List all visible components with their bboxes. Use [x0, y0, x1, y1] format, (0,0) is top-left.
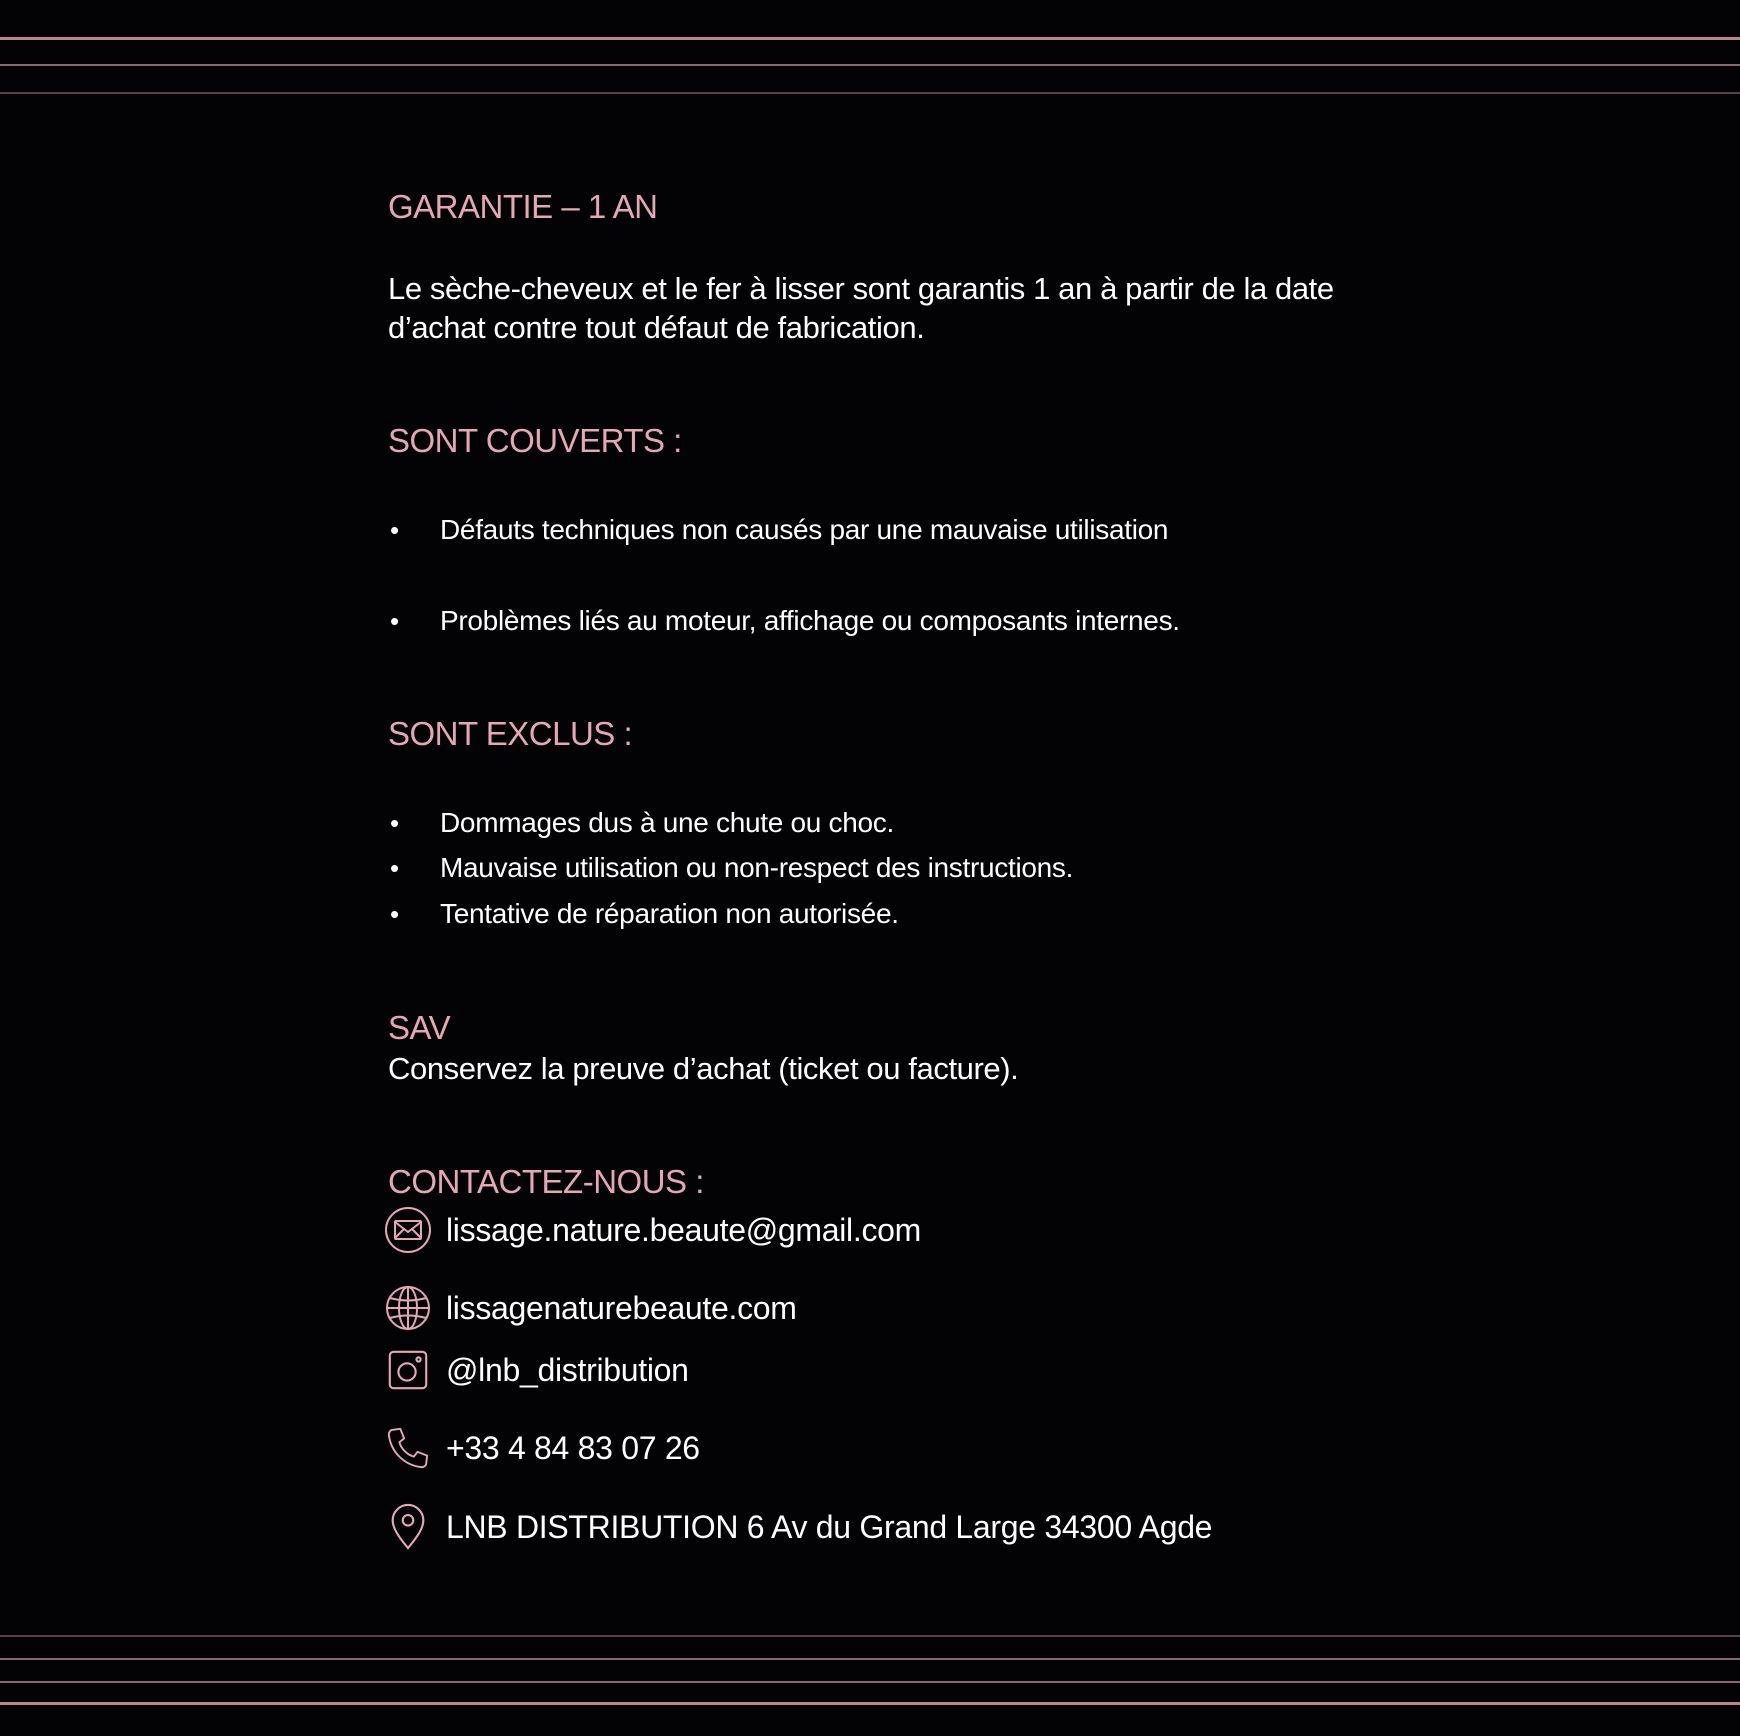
contact-email-text[interactable]: lissage.nature.beaute@gmail.com — [446, 1211, 921, 1248]
bottom-rule-3 — [0, 1681, 1740, 1683]
excluded-list-item — [388, 848, 1073, 888]
bullet-icon: • — [390, 808, 400, 838]
excluded-item-text: Mauvaise utilisation ou non-respect des instructions. — [440, 852, 1074, 883]
contact-phone[interactable] — [383, 1422, 700, 1474]
mail-icon — [383, 1205, 433, 1255]
excluded-heading: SONT EXCLUS : — [388, 715, 633, 752]
contact-website-text[interactable]: lissagenaturebeaute.com — [446, 1289, 797, 1326]
bullet-icon: • — [390, 853, 400, 883]
warranty-heading: GARANTIE – 1 AN — [388, 188, 658, 225]
bottom-rule-2 — [0, 1658, 1740, 1660]
excluded-item-text: Tentative de réparation non autorisée. — [440, 898, 899, 929]
sav-body: Conservez la preuve d’achat (ticket ou facture). — [388, 1051, 1019, 1086]
contact-instagram[interactable] — [383, 1344, 689, 1396]
covered-item-text: Problèmes liés au moteur, affichage ou composants internes. — [440, 605, 1180, 636]
bullet-icon: • — [390, 515, 400, 545]
contact-phone-text[interactable]: +33 4 84 83 07 26 — [446, 1429, 700, 1466]
location-pin-icon — [383, 1502, 433, 1552]
contact-instagram-text[interactable]: @lnb_distribution — [446, 1351, 689, 1388]
covered-list-item — [388, 601, 1180, 641]
contact-address-text: LNB DISTRIBUTION 6 Av du Grand Large 34300 Agde — [446, 1508, 1213, 1545]
bullet-icon: • — [390, 606, 400, 636]
covered-heading: SONT COUVERTS : — [388, 422, 682, 459]
top-rule-1 — [0, 37, 1740, 40]
bottom-rule-4 — [0, 1702, 1740, 1705]
contact-address[interactable] — [383, 1501, 1212, 1553]
contact-email[interactable] — [383, 1204, 921, 1256]
phone-icon — [383, 1423, 433, 1473]
warranty-body-line-1: Le sèche-cheveux et le fer à lisser sont garantis 1 an à partir de la date — [388, 271, 1334, 306]
top-rule-2 — [0, 64, 1740, 66]
covered-item-text: Défauts techniques non causés par une mauvaise utilisation — [440, 514, 1169, 545]
excluded-list-item — [388, 803, 894, 843]
excluded-item-text: Dommages dus à une chute ou choc. — [440, 807, 894, 838]
top-rule-3 — [0, 92, 1740, 94]
bottom-rule-1 — [0, 1635, 1740, 1637]
instagram-icon — [383, 1345, 433, 1395]
warranty-body-line-2: d’achat contre tout défaut de fabrication. — [388, 310, 925, 345]
globe-icon — [383, 1283, 433, 1333]
bullet-icon: • — [390, 899, 400, 929]
contact-heading: CONTACTEZ-NOUS : — [388, 1163, 704, 1200]
excluded-list-item — [388, 894, 899, 934]
covered-list-item — [388, 510, 1168, 550]
contact-website[interactable] — [383, 1282, 797, 1334]
sav-heading: SAV — [388, 1009, 451, 1046]
